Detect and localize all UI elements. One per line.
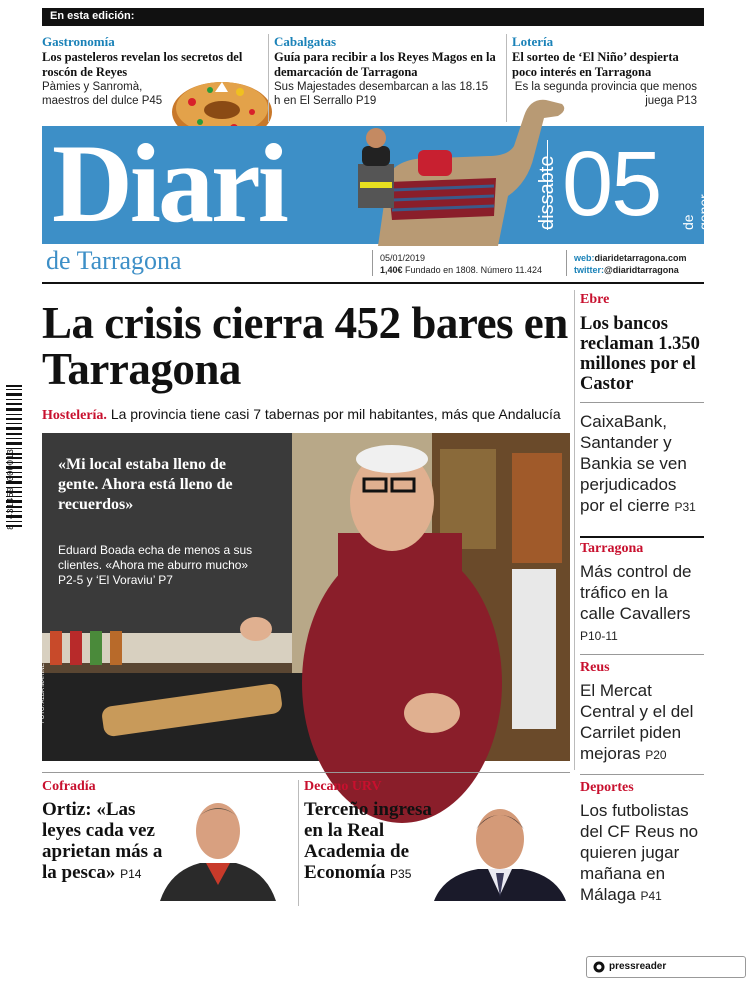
edition-label: En esta edición: xyxy=(50,10,135,22)
terceno-photo xyxy=(434,799,566,901)
lead-headline[interactable]: La crisis cierra 452 bares en Tarragona xyxy=(42,298,568,394)
info-divider xyxy=(372,250,373,276)
story-page: P20 xyxy=(645,748,667,762)
issue-date: 05/01/2019 xyxy=(380,253,426,263)
teaser-page: P13 xyxy=(676,95,697,107)
teaser-category: Gastronomía xyxy=(42,34,115,49)
teaser-page: P45 xyxy=(141,95,163,107)
masthead-subtitle: de Tarragona xyxy=(46,246,182,275)
teaser-divider xyxy=(268,34,269,122)
column-divider xyxy=(574,290,575,770)
right-story-reus[interactable] xyxy=(580,660,704,766)
story-category: Ebre xyxy=(580,292,610,307)
teaser-category: Cabalgatas xyxy=(274,34,337,49)
barcode-number: 8 431459 000013 xyxy=(6,448,16,530)
story-category: Deportes xyxy=(580,780,634,795)
teaser-sub: Sus Majestades desembarcan a las 18.15 h en El Serrallo xyxy=(274,81,489,107)
ortiz-photo xyxy=(160,791,276,901)
story-page: P41 xyxy=(640,889,662,903)
web-link[interactable]: diaridetarragona.com xyxy=(594,253,687,263)
pressreader-badge[interactable] xyxy=(586,956,746,978)
issue-price: 1,40€ xyxy=(380,265,403,275)
bottom-divider xyxy=(298,780,299,906)
story-rule xyxy=(580,654,704,655)
teaser-headline: Guía para recibir a los Reyes Magos en la demarcación de Tarragona xyxy=(274,50,496,79)
masthead xyxy=(42,122,712,246)
masthead-title: Diari xyxy=(52,122,286,246)
story-headline: Ortiz: «Las leyes cada vez aprietan más a la pesca» xyxy=(42,799,163,883)
lead-photo[interactable] xyxy=(42,433,570,761)
story-text: Más control de tráfico en la calle Cavallers xyxy=(580,562,692,623)
story-rule xyxy=(580,774,704,775)
bottom-story-urv[interactable] xyxy=(304,779,570,909)
story-text: El Mercat Central y el del Carrilet piden mejoras xyxy=(580,681,694,763)
story-rule xyxy=(580,536,704,538)
teaser-sub: Es la segunda provincia que menos juega xyxy=(514,81,697,107)
lead-kicker-label: Hostelería. xyxy=(42,408,107,423)
story-page: P35 xyxy=(390,867,412,881)
twitter-label: twitter: xyxy=(574,265,604,275)
web-label: web: xyxy=(574,253,595,263)
right-story-ebre[interactable] xyxy=(580,292,704,518)
masthead-weekday: dissabte xyxy=(536,155,558,230)
info-divider xyxy=(566,250,567,276)
top-rule xyxy=(42,282,704,284)
story-category: Reus xyxy=(580,660,610,675)
story-category: Cofradía xyxy=(42,779,96,794)
teaser-category: Lotería xyxy=(512,34,554,49)
pressreader-icon xyxy=(593,961,605,973)
story-rule xyxy=(580,402,704,403)
twitter-link[interactable]: @diaridtarragona xyxy=(604,265,679,275)
issue-founded: Fundado en 1808. Número 11.424 xyxy=(405,265,542,275)
bottom-rule xyxy=(42,772,570,773)
story-category: Decano URV xyxy=(304,779,382,794)
lead-kicker-text: La provincia tiene casi 7 tabernas por mil habitantes, más que Andalucía xyxy=(110,406,561,422)
story-category: Tarragona xyxy=(580,541,644,556)
masthead-day: 05 xyxy=(562,133,661,235)
masthead-month: de gener xyxy=(680,194,712,230)
teaser-headline: Los pasteleros revelan los secretos del roscón de Reyes xyxy=(42,50,243,79)
teaser-sub: Pàmies y Sanromà, maestros del dulce xyxy=(42,81,143,107)
bottom-story-cofradia[interactable] xyxy=(42,779,292,909)
contact-info xyxy=(574,252,706,276)
lead-photo-text: Eduard Boada echa de menos a sus clientes. «Ahora me aburro mucho» P2-5 y ‘El Voraviu’ P7 xyxy=(58,543,253,587)
story-headline: Terceño ingresa en la Real Academia de Economía xyxy=(304,799,432,883)
lead-kicker xyxy=(42,406,572,424)
story-text: CaixaBank, Santander y Bankia se ven perjudicados por el cierre xyxy=(580,412,687,515)
story-headline: Los bancos reclaman 1.350 millones por el Castor xyxy=(580,314,700,394)
teaser-headline: El sorteo de ‘El Niño’ despierta poco interés en Tarragona xyxy=(512,50,679,79)
photo-credit: FOTO: ALBA MARINÉ xyxy=(40,663,46,723)
right-story-deportes[interactable] xyxy=(580,780,704,907)
right-story-tarragona[interactable] xyxy=(580,541,704,647)
teaser-page: P19 xyxy=(355,95,377,107)
story-page: P10-11 xyxy=(580,629,618,643)
story-page: P31 xyxy=(674,500,696,514)
story-page: P14 xyxy=(120,867,142,881)
issue-info xyxy=(380,252,570,276)
pressreader-label: pressreader xyxy=(609,961,667,972)
edition-bar xyxy=(42,8,704,26)
lead-quote: «Mi local estaba lleno de gente. Ahora está lleno de recuerdos» xyxy=(58,456,233,513)
story-text: Los futbolistas del CF Reus no quieren jugar mañana en Málaga xyxy=(580,801,699,904)
